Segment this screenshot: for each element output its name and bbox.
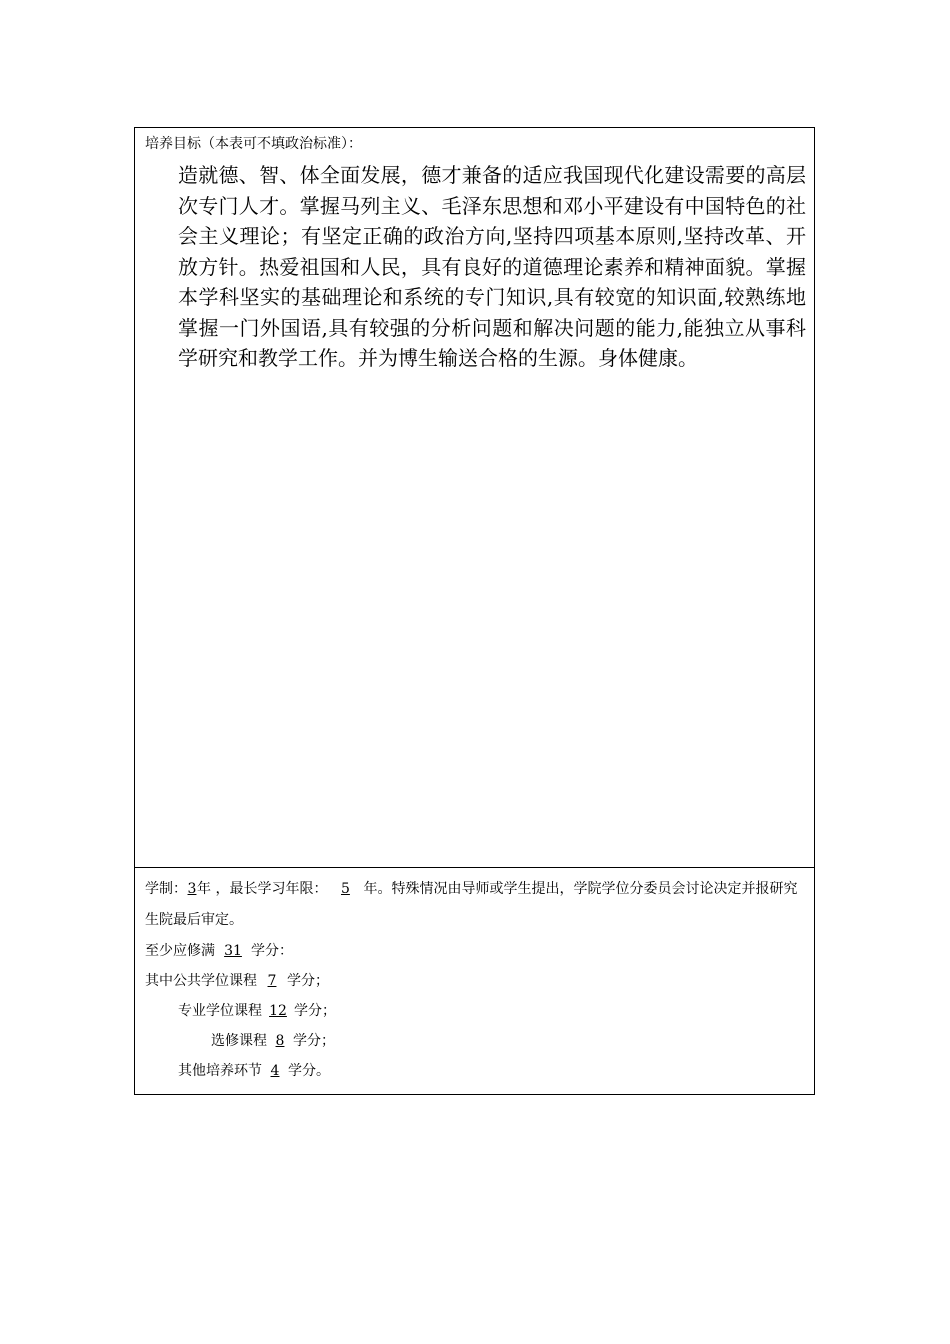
other-training-line (145, 1056, 804, 1086)
max-years-note: 年。特殊情况由导师或学生提出，学院学位分委员会讨论决定并报研究生院最后审定。 (145, 881, 798, 928)
duration-unit: 年 ，最长学习年限： (197, 881, 328, 897)
duration-value: 3 (187, 881, 197, 897)
public-courses-line (145, 966, 804, 996)
max-years-value: 5 (340, 881, 350, 897)
other-training-label: 其他培养环节 (178, 1063, 262, 1079)
other-training-unit: 学分。 (288, 1063, 330, 1079)
duration-label: 学制： (145, 881, 187, 897)
total-credits-label: 至少应修满 (145, 943, 215, 959)
total-credits-value: 31 (224, 943, 242, 959)
total-credits-line (145, 936, 804, 966)
major-courses-label: 专业学位课程 (178, 1003, 262, 1019)
training-goal-label: 培养目标（本表可不填政治标准）： (145, 136, 362, 152)
major-courses-value: 12 (269, 1003, 287, 1019)
program-duration-line (145, 874, 804, 936)
training-plan-table (134, 127, 815, 1095)
public-courses-value: 7 (267, 973, 277, 989)
elective-courses-line (145, 1026, 804, 1056)
other-training-value: 4 (270, 1063, 280, 1079)
training-goal-text: 造就德、智、体全面发展，德才兼备的适应我国现代化建设需要的高层次专门人才。掌握马列主义、毛泽东思想和邓小平建设有中国特色的社会主义理论；有坚定正确的政治方向,坚持四项基本原则,坚持改革、开放方针。热爱祖国和人民，具有良好的道德理论素养和精神面貌。掌握本学科坚实的基础理论和系统的专门知识,具有较宽的知识面,较熟练地掌握一门外国语,具有较强的分析问题和解决问题的能力,能独立从事科学研究和教学工作。并为博生输送合格的生源。身体健康。 (178, 163, 806, 370)
major-courses-unit: 学分； (294, 1003, 336, 1019)
elective-courses-label: 选修课程 (211, 1033, 267, 1049)
program-credits-cell (135, 868, 814, 1094)
elective-courses-unit: 学分； (293, 1033, 335, 1049)
training-goal-cell (135, 128, 814, 868)
public-courses-label: 其中公共学位课程 (145, 973, 257, 989)
public-courses-unit: 学分； (287, 973, 329, 989)
major-courses-line (145, 996, 804, 1026)
elective-courses-value: 8 (275, 1033, 285, 1049)
total-credits-unit: 学分： (251, 943, 293, 959)
